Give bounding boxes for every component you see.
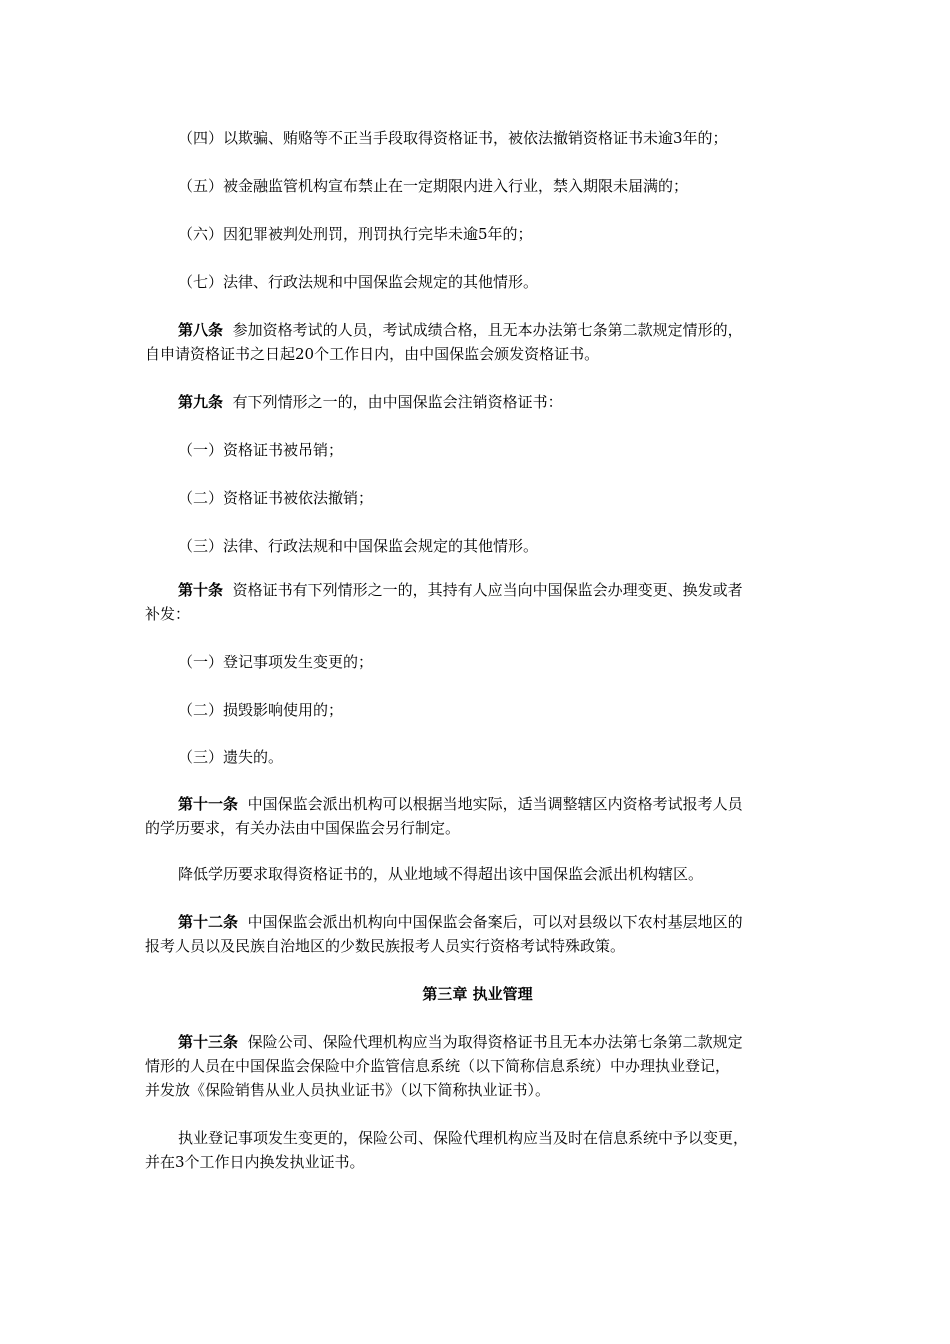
- article-10: [145, 578, 810, 626]
- article-12-line-1: [145, 910, 810, 934]
- article-13-paragraph-2-line-2: 并在3个工作日内换发执业证书。: [145, 1153, 365, 1171]
- article-8-line-2: 自申请资格证书之日起20个工作日内，由中国保监会颁发资格证书。: [145, 345, 600, 363]
- article-13-paragraph-2: [145, 1126, 810, 1174]
- item-5: （五）被金融监管机构宣布禁止在一定期限内进入行业，禁入期限未届满的；: [178, 177, 689, 195]
- article-9-item-2: （二）资格证书被依法撤销；: [178, 489, 374, 507]
- article-13-paragraph-2-line-1: 执业登记事项发生变更的，保险公司、保险代理机构应当及时在信息系统中予以变更，: [178, 1129, 749, 1147]
- article-13-line-2: 情形的人员在中国保监会保险中介监管信息系统（以下简称信息系统）中办理执业登记，: [145, 1057, 731, 1075]
- chapter-3-heading: 第三章 执业管理: [422, 985, 533, 1003]
- article-10-item-2: （二）损毁影响使用的；: [178, 701, 344, 719]
- article-13-label: 第十三条: [178, 1033, 239, 1051]
- article-11-line-1: [145, 792, 810, 816]
- article-13-text: 保险公司、保险代理机构应当为取得资格证书且无本办法第七条第二款规定: [247, 1033, 743, 1051]
- article-11-paragraph-2: 降低学历要求取得资格证书的，从业地域不得超出该中国保监会派出机构辖区。: [178, 865, 704, 883]
- article-9-text: 有下列情形之一的，由中国保监会注销资格证书：: [232, 393, 563, 411]
- article-13: [145, 1030, 810, 1102]
- article-13-line-1: [145, 1030, 810, 1054]
- article-11-label: 第十一条: [178, 795, 239, 813]
- article-10-item-1: （一）登记事项发生变更的；: [178, 653, 374, 671]
- article-9-item-1: （一）资格证书被吊销；: [178, 441, 344, 459]
- article-11-line-2: 的学历要求，有关办法由中国保监会另行制定。: [145, 819, 461, 837]
- item-4: （四）以欺骗、贿赂等不正当手段取得资格证书，被依法撤销资格证书未逾3年的；: [178, 129, 728, 147]
- article-8-text: 参加资格考试的人员，考试成绩合格，且无本办法第七条第二款规定情形的，: [232, 321, 743, 339]
- article-10-line-1: [145, 578, 810, 602]
- article-10-line-2: 补发：: [145, 605, 191, 623]
- article-10-item-3: （三）遗失的。: [178, 748, 284, 766]
- article-9-item-3: （三）法律、行政法规和中国保监会规定的其他情形。: [178, 537, 539, 555]
- item-7: （七）法律、行政法规和中国保监会规定的其他情形。: [178, 273, 539, 291]
- article-8: [145, 318, 810, 366]
- article-12-label: 第十二条: [178, 913, 239, 931]
- article-10-text: 资格证书有下列情形之一的，其持有人应当向中国保监会办理变更、换发或者: [232, 581, 743, 599]
- article-12-line-2: 报考人员以及民族自治地区的少数民族报考人员实行资格考试特殊政策。: [145, 937, 626, 955]
- article-10-label: 第十条: [178, 581, 224, 599]
- article-9: [145, 390, 843, 414]
- article-11-text: 中国保监会派出机构可以根据当地实际，适当调整辖区内资格考试报考人员: [247, 795, 743, 813]
- article-8-line-1: [145, 318, 810, 342]
- article-11: [145, 792, 810, 840]
- article-13-line-3: 并发放《保险销售从业人员执业证书》（以下简称执业证书）。: [145, 1081, 551, 1099]
- item-6: （六）因犯罪被判处刑罚，刑罚执行完毕未逾5年的；: [178, 225, 533, 243]
- article-9-label: 第九条: [178, 393, 224, 411]
- article-12-text: 中国保监会派出机构向中国保监会备案后，可以对县级以下农村基层地区的: [247, 913, 743, 931]
- article-8-label: 第八条: [178, 321, 224, 339]
- article-12: [145, 910, 810, 958]
